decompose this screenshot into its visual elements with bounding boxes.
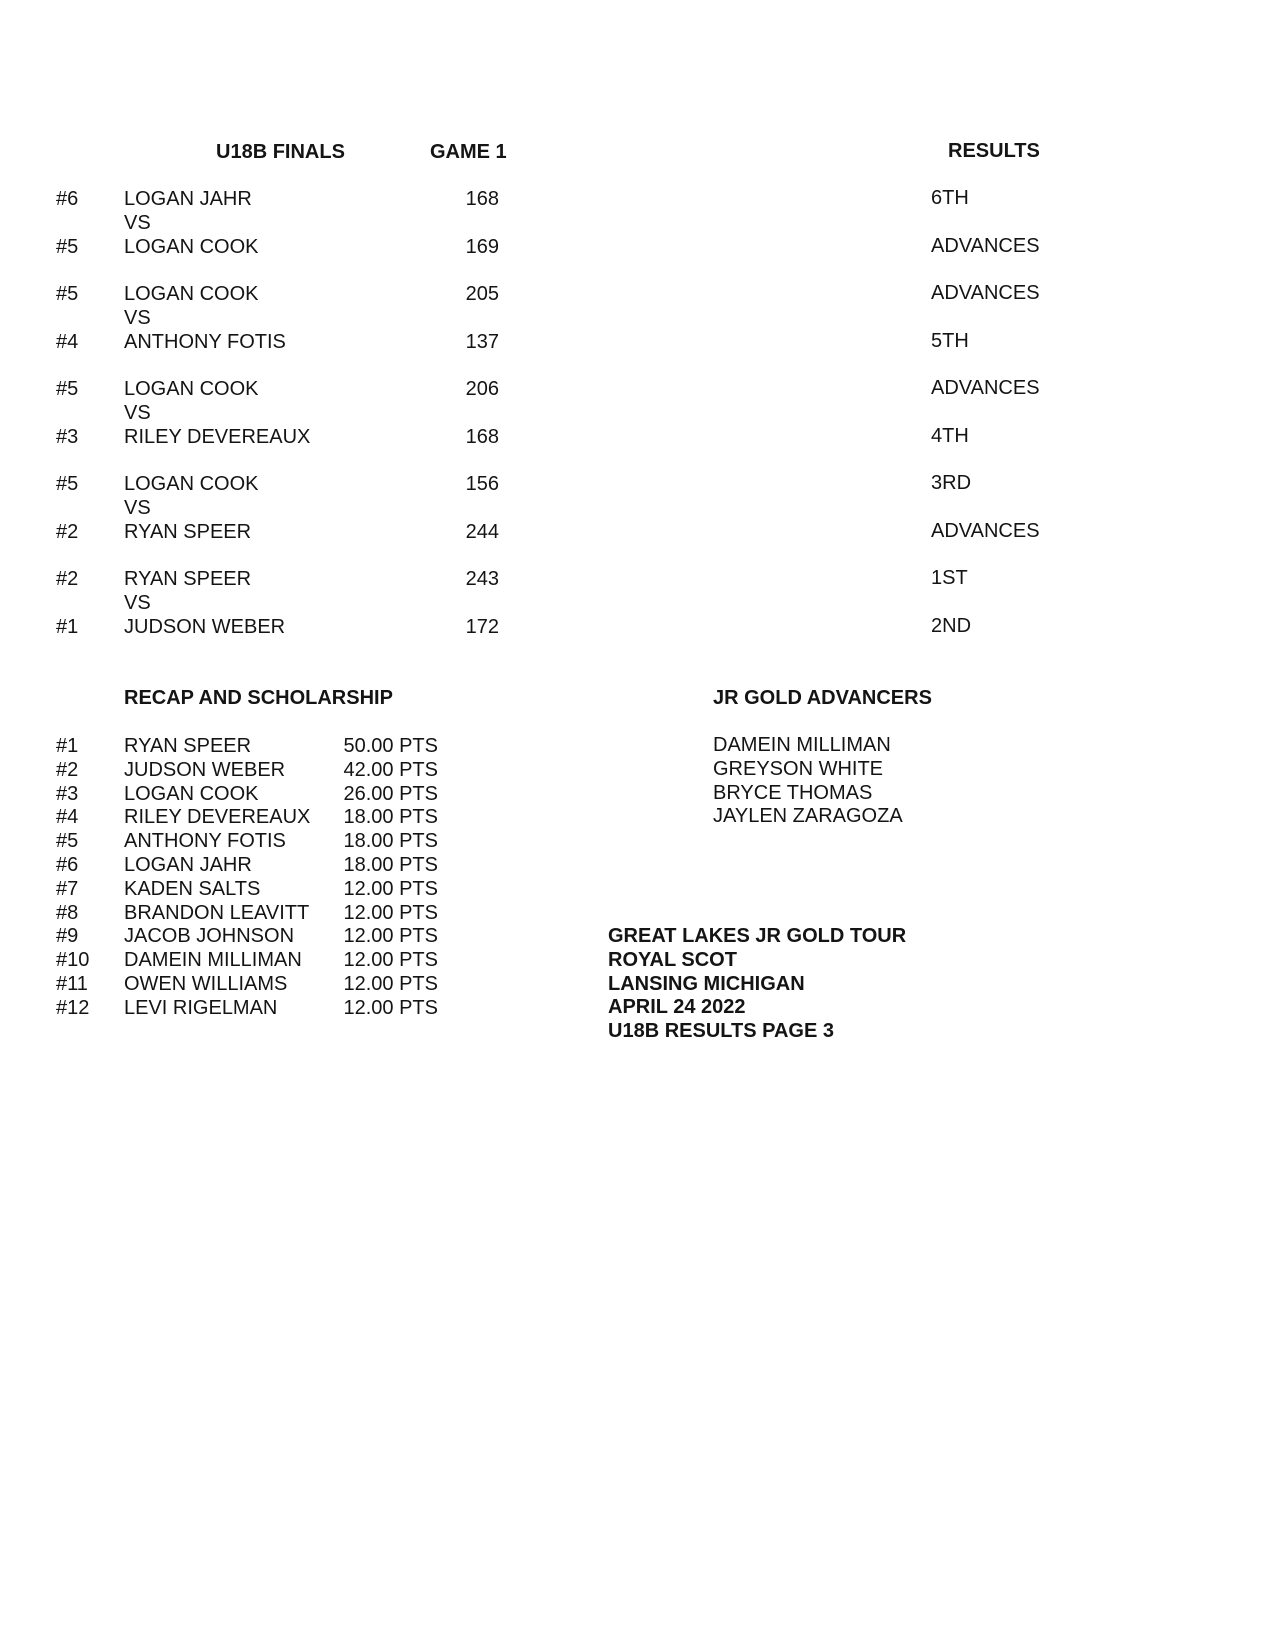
recap-name: KADEN SALTS (124, 877, 261, 900)
player-seed: #2 (56, 520, 79, 543)
vs-label: VS (124, 307, 151, 329)
recap-name: OWEN WILLIAMS (124, 973, 288, 995)
advancer-name: DAMEIN MILLIMAN (713, 734, 891, 756)
recap-rank: #8 (56, 901, 79, 924)
player-score: 206 (465, 378, 499, 400)
recap-points: 12.00 PTS (343, 901, 438, 924)
recap-points: 12.00 PTS (343, 925, 438, 948)
recap-points: 50.00 PTS (343, 735, 438, 757)
vs-label: VS (124, 497, 151, 519)
recap-name: DAMEIN MILLIMAN (124, 949, 302, 972)
recap-rank: #5 (56, 830, 79, 853)
recap-rank: #12 (56, 996, 90, 1019)
player-score: 156 (465, 473, 499, 495)
player-score: 168 (465, 425, 499, 448)
recap-name: RYAN SPEER (124, 735, 252, 757)
vs-label: VS (124, 212, 151, 234)
recap-title: RECAP AND SCHOLARSHIP (124, 687, 393, 709)
event-info-line: U18B RESULTS PAGE 3 (608, 1020, 834, 1043)
event-info-line: ROYAL SCOT (608, 948, 737, 971)
player-score: 205 (465, 283, 499, 305)
event-info-line: APRIL 24 2022 (608, 996, 746, 1019)
player-result: 4TH (931, 424, 969, 447)
player-seed: #2 (56, 568, 79, 590)
recap-points: 26.00 PTS (343, 782, 438, 805)
player-name: RILEY DEVEREAUX (124, 425, 311, 448)
player-result: 3RD (931, 472, 972, 494)
recap-rank: #1 (56, 735, 79, 757)
recap-rank: #4 (56, 806, 79, 829)
recap-name: JUDSON WEBER (124, 758, 286, 781)
recap-points: 18.00 PTS (343, 854, 438, 876)
player-seed: #3 (56, 425, 79, 448)
player-result: ADVANCES (931, 234, 1040, 257)
recap-name: ANTHONY FOTIS (124, 830, 286, 853)
recap-points: 12.00 PTS (343, 877, 438, 900)
recap-points: 18.00 PTS (343, 830, 438, 853)
player-score: 243 (465, 568, 499, 590)
recap-points: 12.00 PTS (343, 949, 438, 972)
player-seed: #5 (56, 235, 79, 258)
vs-label: VS (124, 402, 151, 424)
player-seed: #6 (56, 188, 79, 210)
player-score: 172 (465, 615, 499, 638)
player-name: LOGAN COOK (124, 378, 259, 400)
player-seed: #4 (56, 330, 79, 353)
player-name: JUDSON WEBER (124, 615, 286, 638)
player-name: RYAN SPEER (124, 568, 252, 590)
player-result: 2ND (931, 614, 972, 637)
results-header: RESULTS (948, 140, 1040, 162)
vs-label: VS (124, 592, 151, 614)
finals-title: U18B FINALS (216, 141, 345, 163)
advancer-name: JAYLEN ZARAGOZA (713, 805, 903, 828)
recap-rank: #9 (56, 925, 79, 948)
recap-rank: #7 (56, 877, 79, 900)
player-name: RYAN SPEER (124, 520, 252, 543)
player-seed: #5 (56, 473, 79, 495)
event-info-line: GREAT LAKES JR GOLD TOUR (608, 925, 907, 947)
player-result: 1ST (931, 567, 968, 589)
player-name: LOGAN COOK (124, 473, 259, 495)
player-result: ADVANCES (931, 282, 1040, 304)
player-result: ADVANCES (931, 377, 1040, 399)
recap-points: 42.00 PTS (343, 758, 438, 781)
player-seed: #5 (56, 283, 79, 305)
recap-rank: #6 (56, 854, 79, 876)
recap-rank: #2 (56, 758, 79, 781)
recap-name: RILEY DEVEREAUX (124, 806, 311, 829)
player-score: 244 (465, 520, 499, 543)
player-score: 137 (465, 330, 499, 353)
player-name: LOGAN JAHR (124, 188, 252, 210)
game-1-header: GAME 1 (430, 141, 507, 163)
player-score: 169 (465, 235, 499, 258)
player-name: ANTHONY FOTIS (124, 330, 286, 353)
advancers-title: JR GOLD ADVANCERS (713, 687, 932, 709)
advancer-name: GREYSON WHITE (713, 757, 884, 780)
player-score: 168 (465, 188, 499, 210)
recap-points: 12.00 PTS (343, 973, 438, 995)
recap-points: 12.00 PTS (343, 996, 438, 1019)
recap-rank: #10 (56, 949, 90, 972)
recap-rank: #3 (56, 782, 79, 805)
recap-name: BRANDON LEAVITT (124, 901, 310, 924)
player-result: ADVANCES (931, 519, 1040, 542)
recap-name: LOGAN COOK (124, 782, 259, 805)
recap-name: JACOB JOHNSON (124, 925, 295, 948)
recap-points: 18.00 PTS (343, 806, 438, 829)
recap-name: LEVI RIGELMAN (124, 996, 278, 1019)
player-name: LOGAN COOK (124, 283, 259, 305)
recap-rank: #11 (56, 973, 88, 995)
player-seed: #1 (56, 615, 79, 638)
event-info-line: LANSING MICHIGAN (608, 972, 805, 995)
player-name: LOGAN COOK (124, 235, 259, 258)
advancer-name: BRYCE THOMAS (713, 781, 873, 804)
recap-name: LOGAN JAHR (124, 854, 252, 876)
player-result: 6TH (931, 187, 969, 209)
player-seed: #5 (56, 378, 79, 400)
player-result: 5TH (931, 329, 969, 352)
